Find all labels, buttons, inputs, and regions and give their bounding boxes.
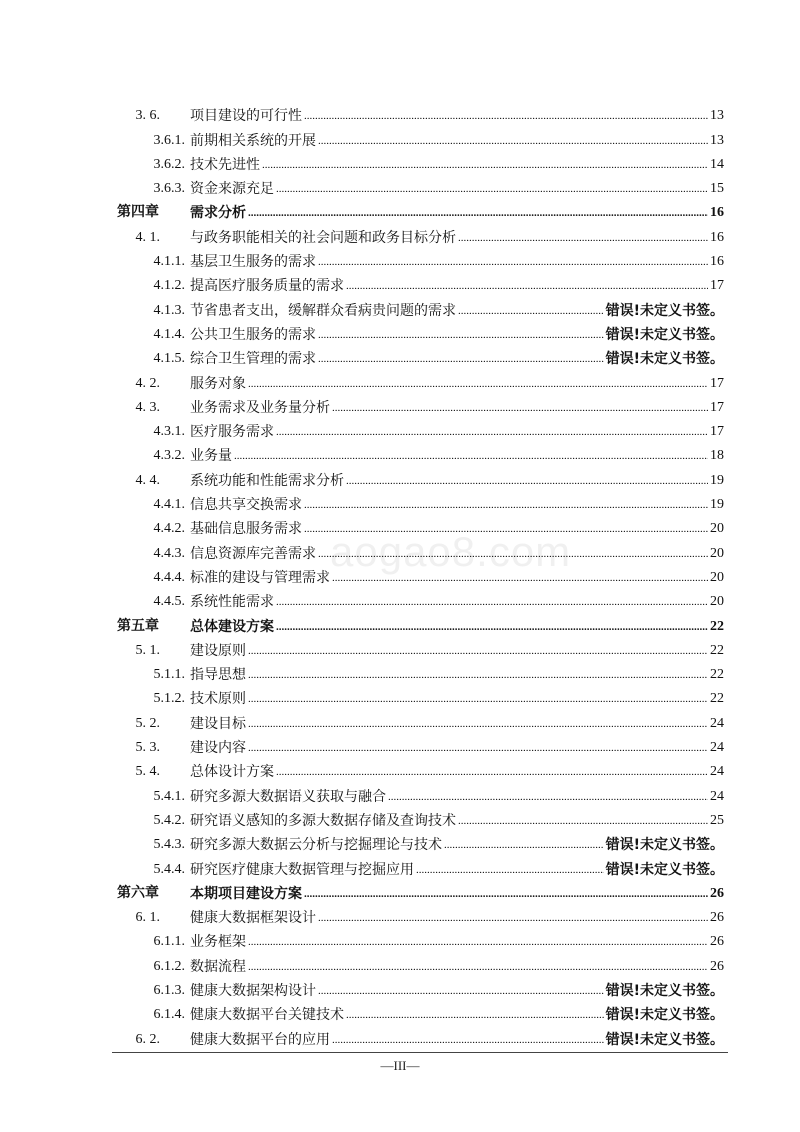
toc-entry-number: 5.4.3. [153, 837, 185, 853]
toc-entry-number: 第五章 [117, 618, 159, 634]
toc-entry[interactable] [0, 639, 800, 663]
toc-entry-title: 基础信息服务需求 [190, 521, 302, 538]
toc-entry[interactable] [0, 298, 800, 322]
dot-leader [276, 182, 708, 196]
toc-entry-title: 总体设计方案 [190, 764, 274, 781]
dot-leader [248, 935, 708, 949]
watermark: aogao8.com [330, 528, 572, 575]
toc-entry-page: 24 [710, 764, 724, 780]
dot-leader [346, 1008, 604, 1022]
toc-entry-title: 技术先进性 [190, 156, 260, 173]
dot-leader [458, 231, 708, 245]
dot-leader [262, 158, 708, 172]
toc-entry-number: 6.1.3. [153, 982, 185, 998]
toc-entry-title: 业务需求及业务量分析 [190, 399, 330, 416]
toc-entry-number: 4.1.4. [153, 326, 185, 342]
toc-entry-title: 本期项目建设方案 [190, 885, 302, 902]
toc-entry-title: 指导思想 [190, 667, 246, 684]
toc-entry-number: 5. 3. [135, 740, 160, 756]
toc-entry-page: 17 [710, 278, 724, 294]
toc-entry[interactable] [0, 736, 800, 760]
dot-leader [444, 838, 604, 852]
toc-entry-title: 信息共享交换需求 [190, 497, 302, 514]
dot-leader [234, 449, 708, 463]
toc-entry-page: 17 [710, 399, 724, 415]
toc-entry[interactable] [0, 857, 800, 881]
toc-entry-page: 20 [710, 545, 724, 561]
toc-entry-page: 错误!未定义书签。 [605, 302, 724, 319]
toc-entry[interactable] [0, 371, 800, 395]
toc-entry-title: 健康大数据平台关键技术 [190, 1007, 344, 1024]
toc-entry-page: 20 [710, 569, 724, 585]
dot-leader [346, 279, 708, 293]
toc-entry-title: 研究多源大数据云分析与挖掘理论与技术 [190, 837, 442, 854]
toc-entry-title: 业务量 [190, 448, 232, 465]
toc-entry-number: 4.4.5. [153, 594, 185, 610]
toc-entry[interactable] [0, 906, 800, 930]
dot-leader [318, 255, 708, 269]
toc-entry-number: 5. 2. [135, 715, 160, 731]
toc-entry[interactable] [0, 225, 800, 249]
toc-entry-title: 健康大数据平台的应用 [190, 1031, 330, 1048]
toc-entry-number: 4.4.1. [153, 497, 185, 513]
toc-entry[interactable] [0, 396, 800, 420]
toc-entry-page: 26 [710, 934, 724, 950]
dot-leader [248, 206, 708, 220]
toc-entry[interactable] [0, 590, 800, 614]
toc-entry[interactable] [0, 468, 800, 492]
toc-entry[interactable] [0, 323, 800, 347]
dot-leader [332, 401, 708, 415]
dot-leader [248, 377, 708, 391]
toc-entry-number: 4. 4. [135, 472, 160, 488]
dot-leader [318, 911, 708, 925]
dot-leader [248, 644, 708, 658]
toc-entry-page: 13 [710, 132, 724, 148]
toc-entry-title: 业务框架 [190, 934, 246, 951]
toc-entry-page: 13 [710, 108, 724, 124]
toc-entry-title: 公共卫生服务的需求 [190, 326, 316, 343]
toc-entry-number: 4. 1. [135, 229, 160, 245]
toc-entry-number: 4.4.3. [153, 545, 185, 561]
toc-entry-number: 第四章 [117, 205, 159, 221]
toc-entry-number: 5.4.2. [153, 812, 185, 828]
toc-entry[interactable] [0, 177, 800, 201]
toc-entry-page: 24 [710, 740, 724, 756]
toc-entry-number: 6. 2. [135, 1031, 160, 1047]
toc-chapter-entry[interactable] [0, 201, 800, 225]
toc-entry-title: 资金来源充足 [190, 181, 274, 198]
toc-entry-page: 19 [710, 472, 724, 488]
toc-entry[interactable] [0, 1003, 800, 1027]
toc-entry[interactable] [0, 493, 800, 517]
toc-entry-page: 22 [710, 642, 724, 658]
dot-leader [276, 620, 708, 634]
toc-entry-page: 20 [710, 594, 724, 610]
toc-entry-title: 服务对象 [190, 375, 246, 392]
dot-leader [318, 984, 604, 998]
toc-entry-number: 4.1.2. [153, 278, 185, 294]
toc-entry[interactable] [0, 663, 800, 687]
toc-entry-title: 建设目标 [190, 715, 246, 732]
toc-entry-title: 健康大数据框架设计 [190, 910, 316, 927]
dot-leader [388, 790, 708, 804]
toc-entry-number: 4.1.1. [153, 254, 185, 270]
toc-entry-number: 6.1.1. [153, 934, 185, 950]
dot-leader [318, 328, 604, 342]
toc-entry-page: 18 [710, 448, 724, 464]
toc-entry-number: 5.4.4. [153, 861, 185, 877]
toc-entry[interactable] [0, 128, 800, 152]
toc-entry-page: 错误!未定义书签。 [605, 1031, 724, 1048]
dot-leader [458, 814, 708, 828]
toc-entry-title: 数据流程 [190, 958, 246, 975]
toc-entry-title: 信息资源库完善需求 [190, 545, 316, 562]
dot-leader [304, 887, 708, 901]
toc-entry-page: 错误!未定义书签。 [605, 861, 724, 878]
dot-leader [304, 498, 708, 512]
toc-entry[interactable] [0, 760, 800, 784]
toc-entry-title: 健康大数据架构设计 [190, 982, 316, 999]
dot-leader [276, 595, 708, 609]
toc-entry[interactable] [0, 420, 800, 444]
toc-entry-number: 4. 2. [135, 375, 160, 391]
toc-entry[interactable] [0, 274, 800, 298]
toc-entry-page: 14 [710, 156, 724, 172]
toc-entry-number: 3.6.3. [153, 181, 185, 197]
dot-leader [458, 304, 604, 318]
dot-leader [248, 668, 708, 682]
toc-entry-page: 20 [710, 521, 724, 537]
toc-entry-number: 5.1.2. [153, 691, 185, 707]
toc-entry-title: 提高医疗服务质量的需求 [190, 278, 344, 295]
toc-chapter-entry[interactable] [0, 614, 800, 638]
toc-entry-number: 4.1.5. [153, 351, 185, 367]
toc-entry-page: 错误!未定义书签。 [605, 326, 724, 343]
toc-entry-page: 16 [710, 254, 724, 270]
toc-entry-number: 4.4.2. [153, 521, 185, 537]
toc-entry-page: 17 [710, 424, 724, 440]
toc-entry-page: 26 [710, 910, 724, 926]
toc-entry-title: 节省患者支出，缓解群众看病贵问题的需求 [190, 302, 456, 319]
dot-leader [248, 741, 708, 755]
toc-entry-number: 5. 1. [135, 642, 160, 658]
toc-entry-page: 17 [710, 375, 724, 391]
toc-entry[interactable] [0, 809, 800, 833]
toc-entry-page: 26 [710, 958, 724, 974]
table-of-contents [0, 104, 800, 1052]
toc-entry-number: 5.1.1. [153, 667, 185, 683]
toc-entry-page: 错误!未定义书签。 [605, 982, 724, 999]
toc-entry[interactable] [0, 930, 800, 954]
toc-entry-number: 4.4.4. [153, 569, 185, 585]
toc-entry-number: 4. 3. [135, 399, 160, 415]
toc-entry-title: 研究语义感知的多源大数据存储及查询技术 [190, 812, 456, 829]
toc-entry-page: 22 [710, 618, 724, 634]
toc-entry-title: 基层卫生服务的需求 [190, 254, 316, 271]
toc-entry-title: 研究医疗健康大数据管理与挖掘应用 [190, 861, 414, 878]
toc-entry-page: 15 [710, 181, 724, 197]
toc-entry-page: 22 [710, 691, 724, 707]
toc-entry-page: 19 [710, 497, 724, 513]
toc-entry-number: 6. 1. [135, 910, 160, 926]
toc-entry-page: 22 [710, 667, 724, 683]
toc-entry[interactable] [0, 784, 800, 808]
toc-chapter-entry[interactable] [0, 882, 800, 906]
dot-leader [318, 352, 604, 366]
toc-entry[interactable] [0, 153, 800, 177]
toc-entry-number: 3.6.2. [153, 156, 185, 172]
toc-entry[interactable] [0, 711, 800, 735]
toc-entry[interactable] [0, 347, 800, 371]
toc-entry-page: 24 [710, 788, 724, 804]
dot-leader [416, 863, 604, 877]
dot-leader [346, 474, 708, 488]
toc-entry-page: 错误!未定义书签。 [605, 351, 724, 368]
toc-entry[interactable] [0, 104, 800, 128]
toc-entry[interactable] [0, 250, 800, 274]
toc-entry-title: 技术原则 [190, 691, 246, 708]
toc-entry-number: 第六章 [117, 885, 159, 901]
toc-entry-page: 25 [710, 812, 724, 828]
toc-entry-title: 项目建设的可行性 [190, 108, 302, 125]
toc-entry-title: 标准的建设与管理需求 [190, 569, 330, 586]
toc-entry-title: 需求分析 [190, 205, 246, 222]
toc-entry-number: 5.4.1. [153, 788, 185, 804]
toc-entry-page: 错误!未定义书签。 [605, 837, 724, 854]
toc-entry-title: 系统功能和性能需求分析 [190, 472, 344, 489]
toc-entry-page: 24 [710, 715, 724, 731]
toc-entry-title: 建设原则 [190, 642, 246, 659]
toc-entry[interactable] [0, 687, 800, 711]
toc-entry-title: 综合卫生管理的需求 [190, 351, 316, 368]
toc-entry[interactable] [0, 1027, 800, 1051]
toc-entry-number: 3. 6. [135, 108, 160, 124]
toc-entry-number: 4.3.1. [153, 424, 185, 440]
dot-leader [248, 692, 708, 706]
toc-entry-page: 26 [710, 885, 724, 901]
toc-entry[interactable] [0, 833, 800, 857]
toc-entry-page: 错误!未定义书签。 [605, 1007, 724, 1024]
toc-entry-title: 系统性能需求 [190, 594, 274, 611]
toc-entry-number: 4.1.3. [153, 302, 185, 318]
toc-entry-title: 前期相关系统的开展 [190, 132, 316, 149]
page-number: —III— [380, 1058, 420, 1073]
dot-leader [332, 1033, 604, 1047]
toc-entry-title: 医疗服务需求 [190, 424, 274, 441]
toc-entry-page: 16 [710, 205, 724, 221]
dot-leader [248, 717, 708, 731]
toc-entry-number: 6.1.2. [153, 958, 185, 974]
dot-leader [304, 109, 708, 123]
toc-entry-number: 4.3.2. [153, 448, 185, 464]
toc-entry-number: 6.1.4. [153, 1007, 185, 1023]
dot-leader [318, 134, 708, 148]
toc-entry-number: 5. 4. [135, 764, 160, 780]
toc-entry-title: 总体建设方案 [190, 618, 274, 635]
toc-entry[interactable] [0, 954, 800, 978]
dot-leader [248, 960, 708, 974]
toc-entry-page: 16 [710, 229, 724, 245]
toc-entry-number: 3.6.1. [153, 132, 185, 148]
dot-leader [276, 765, 708, 779]
footer-divider [112, 1052, 728, 1053]
toc-entry-title: 研究多源大数据语义获取与融合 [190, 788, 386, 805]
dot-leader [276, 425, 708, 439]
toc-entry-title: 与政务职能相关的社会问题和政务目标分析 [190, 229, 456, 246]
toc-entry-title: 建设内容 [190, 740, 246, 757]
toc-entry[interactable] [0, 444, 800, 468]
toc-entry[interactable] [0, 979, 800, 1003]
